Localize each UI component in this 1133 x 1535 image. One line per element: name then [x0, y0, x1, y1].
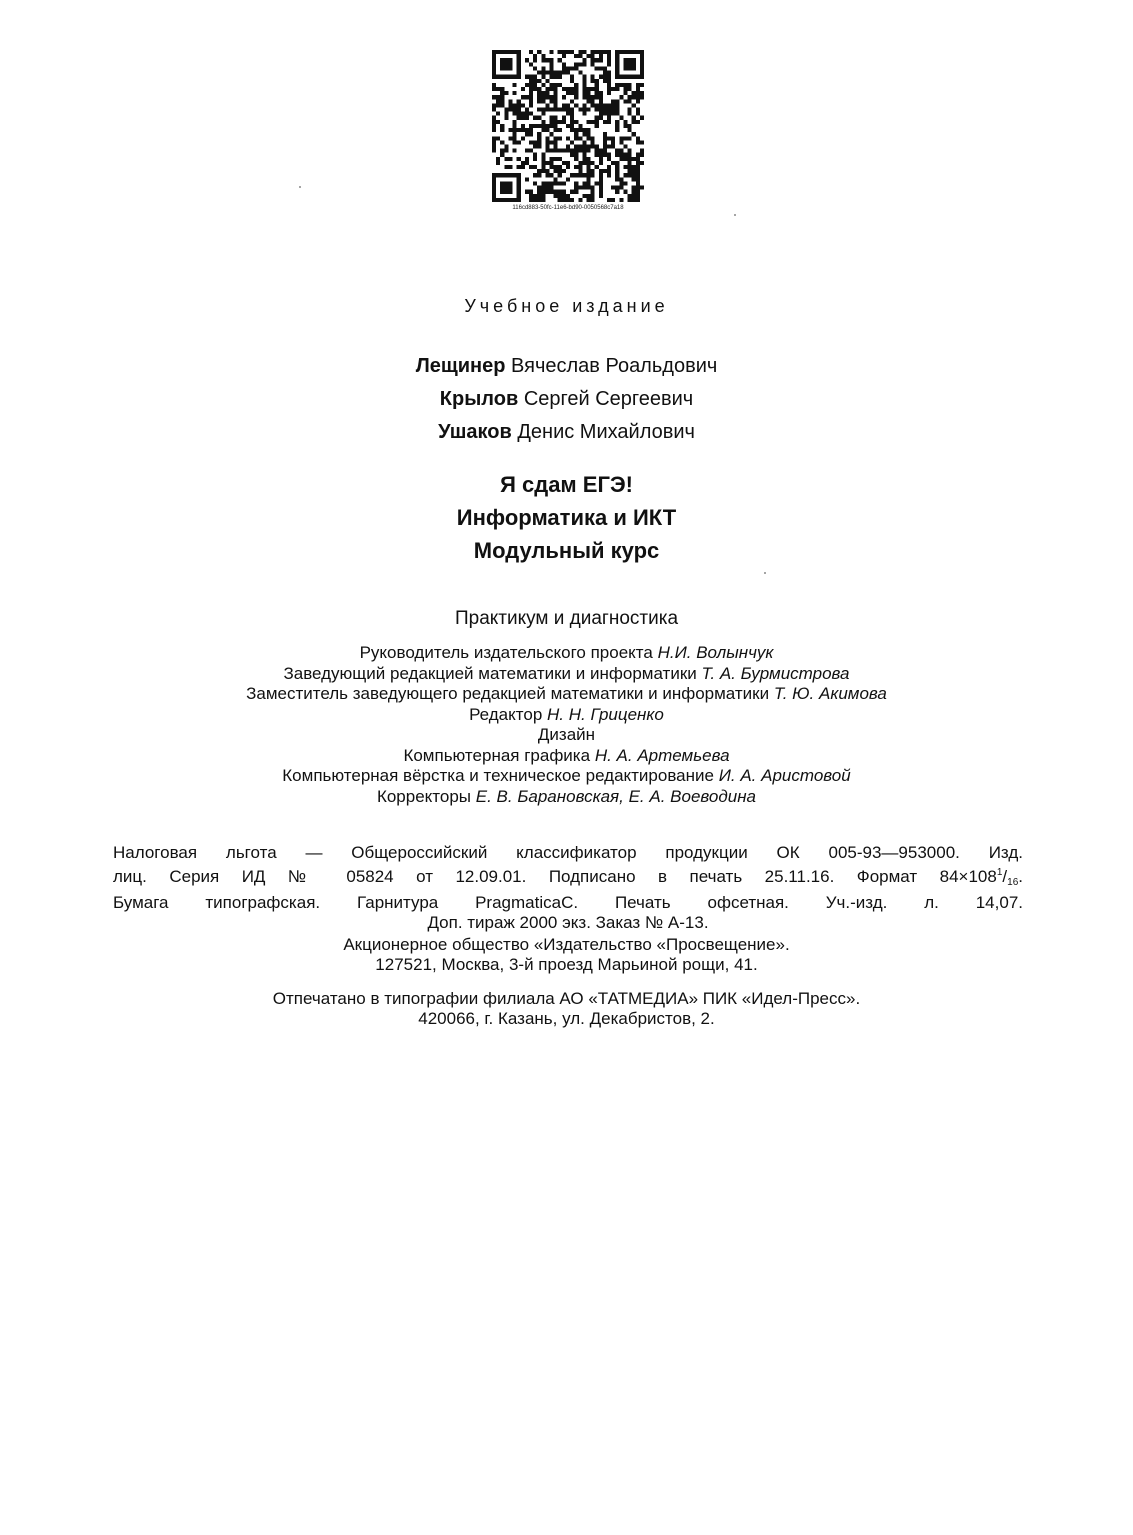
edition-type: Учебное издание — [464, 296, 669, 316]
credit-name: И. А. Аристовой — [718, 766, 851, 785]
credit-line — [0, 787, 1133, 808]
author-given-names: Сергей Сергеевич — [523, 388, 694, 410]
scan-speck — [764, 572, 766, 574]
format-fraction-denominator: 16 — [1007, 877, 1019, 888]
credit-line — [0, 664, 1133, 685]
credits-list — [0, 643, 1133, 807]
credit-name: Т. А. Бурмистрова — [701, 663, 850, 683]
credit-role: Заместитель заведующего редакцией математики и информатики — [246, 684, 770, 703]
imprint-line: Бумага типографская. Гарнитура PragmaticaC. Печать офсетная. Уч.-изд. л. 14,07. — [113, 893, 1023, 912]
qr-code-caption: 116cd883-50fc-11e6-bd90-0050568c7a18 — [512, 205, 624, 211]
printer-address: 420066, г. Казань, ул. Декабристов, 2. — [418, 1009, 715, 1028]
author-surname: Лещинер — [415, 355, 506, 377]
imprint-text-end: . — [1018, 867, 1023, 886]
credit-line — [0, 684, 1133, 705]
qr-code-modules — [492, 50, 644, 202]
author-given-names: Денис Михайлович — [517, 421, 695, 443]
qr-code-block — [492, 50, 644, 212]
credit-role: Редактор — [469, 704, 543, 724]
title-line: Я сдам ЕГЭ! — [500, 472, 633, 497]
title-line: Модульный курс — [473, 538, 660, 563]
credit-role: Заведующий редакцией математики и информатики — [283, 663, 697, 683]
imprint-print-run: Доп. тираж 2000 экз. Заказ № А-13. — [427, 913, 709, 932]
credit-name: Н. Н. Гриценко — [547, 704, 664, 724]
scan-speck — [734, 214, 736, 216]
title-line: Информатика и ИКТ — [456, 505, 677, 530]
imprint-line: Налоговая льгота — Общероссийский классификатор продукции ОК 005-93—953000. Изд. — [113, 843, 1023, 862]
credit-role: Руководитель издательского проекта — [359, 643, 653, 662]
credit-role: Дизайн — [537, 725, 596, 744]
credit-name: Т. Ю. Акимова — [773, 684, 887, 703]
credit-line — [0, 746, 1133, 767]
credit-role: Корректоры — [376, 786, 472, 806]
author-line — [0, 416, 1133, 449]
publisher-name: Акционерное общество «Издательство «Просвещение». — [343, 935, 790, 954]
qr-code-image — [492, 50, 644, 202]
book-title — [0, 468, 1133, 567]
author-surname: Крылов — [439, 388, 519, 410]
credit-line — [0, 643, 1133, 664]
author-line — [0, 350, 1133, 383]
credit-name: Н.И. Волынчук — [657, 643, 774, 662]
printer-name: Отпечатано в типографии филиала АО «ТАТМЕДИА» ПИК «Идел-Пресс». — [272, 989, 861, 1008]
author-given-names: Вячеслав Роальдович — [511, 355, 718, 377]
publisher-address: 127521, Москва, 3-й проезд Марьиной рощи, 41. — [375, 955, 758, 974]
credit-line — [0, 705, 1133, 726]
format-fraction-numerator: 1 — [996, 867, 1003, 878]
imprint-details — [113, 843, 1023, 933]
imprint-line-format — [113, 863, 1023, 893]
scan-speck — [299, 186, 301, 188]
author-surname: Ушаков — [438, 421, 512, 443]
imprint-text: лиц. Серия ИД № 05824 от 12.09.01. Подписано в печать 25.11.16. Формат 84×108 — [113, 867, 997, 886]
printer-info — [0, 989, 1133, 1029]
book-subtitle: Практикум и диагностика — [454, 608, 679, 629]
credit-name: Е. В. Барановская, Е. А. Воеводина — [475, 786, 757, 806]
credit-role: Компьютерная графика — [403, 745, 591, 765]
author-line — [0, 383, 1133, 416]
credit-line — [0, 766, 1133, 787]
credit-role: Компьютерная вёрстка и техническое редактирование — [282, 766, 714, 785]
credit-name: Н. А. Артемьева — [594, 745, 730, 765]
format-fraction-slash: / — [1002, 867, 1008, 886]
credit-line — [0, 725, 1133, 746]
authors-list — [0, 350, 1133, 449]
publisher-info — [0, 935, 1133, 975]
